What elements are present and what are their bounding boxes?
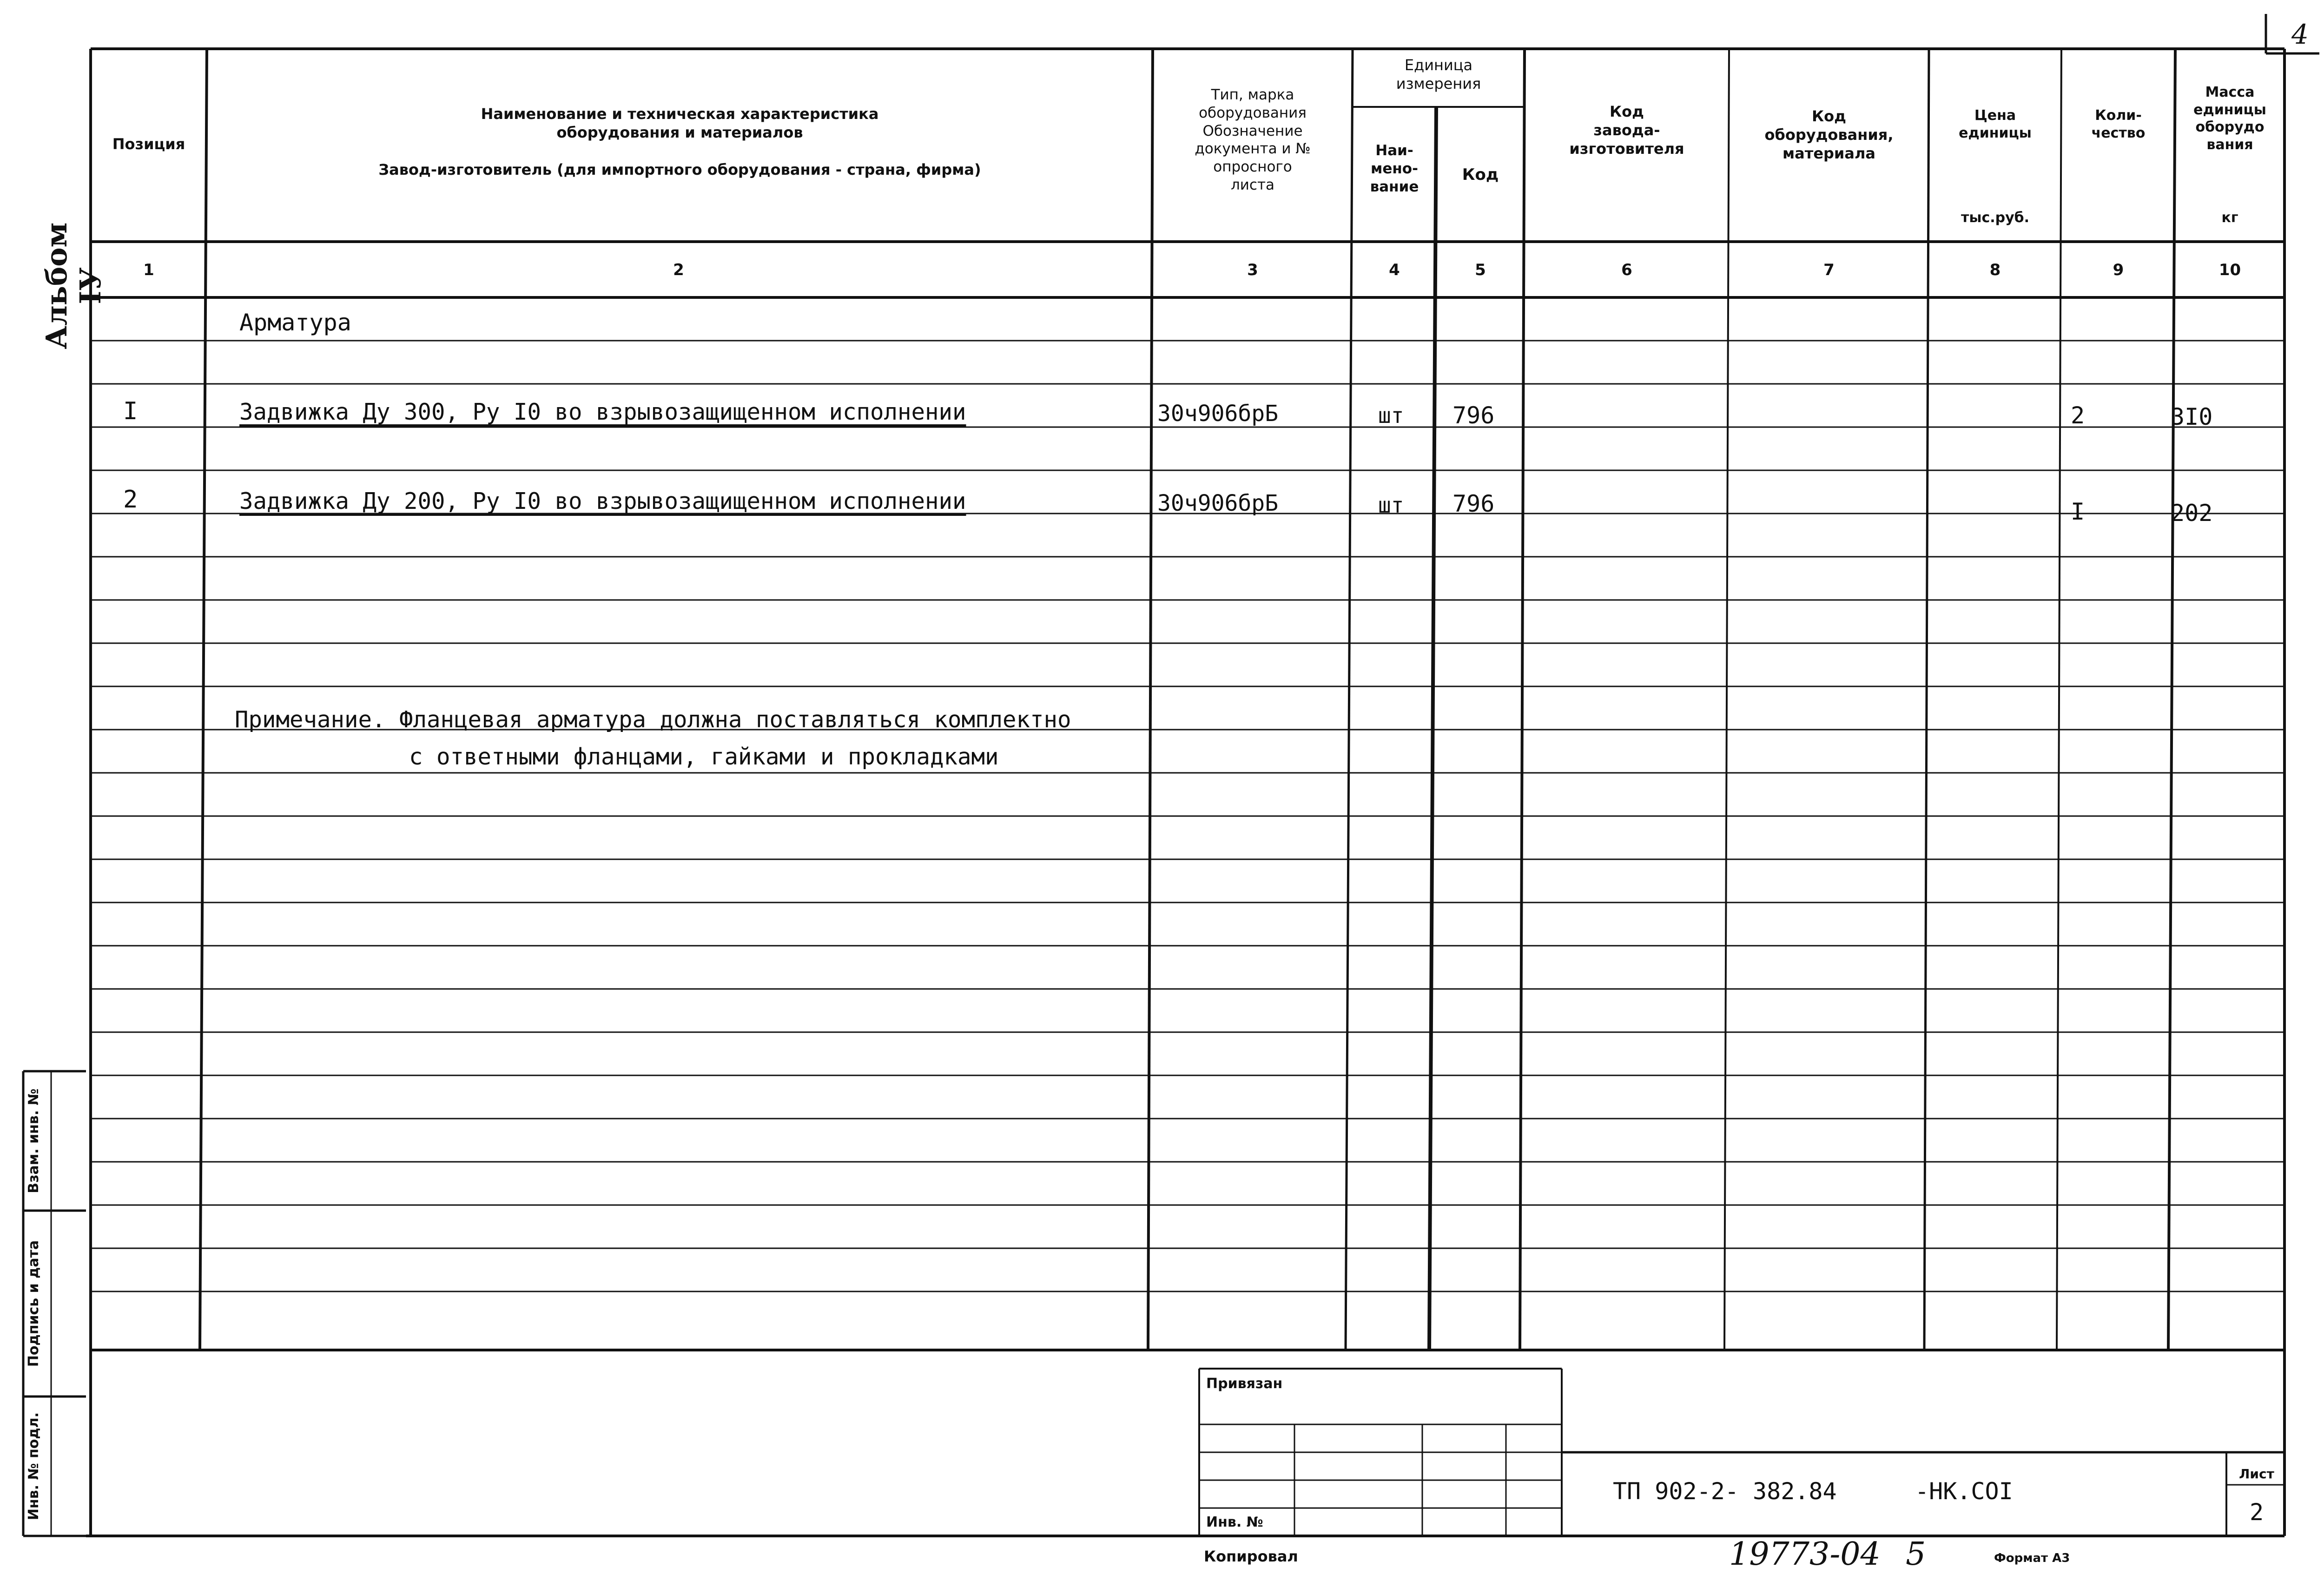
col-number-7: 7 bbox=[1823, 261, 1835, 279]
row-unit: шт bbox=[1378, 403, 1404, 428]
col-number-8: 8 bbox=[1989, 261, 2001, 279]
row-code: 796 bbox=[1452, 490, 1495, 517]
sheet-label: Лист bbox=[2239, 1466, 2274, 1482]
col-type-header: Тип, марка оборудования Обозначение документа и № опросного листа bbox=[1195, 86, 1311, 193]
col-equip-code-header: Код оборудования, материала bbox=[1764, 107, 1894, 162]
inv-podl-label: Инв. № подл. bbox=[26, 1412, 42, 1521]
col-name-header: Наименование и техническая характеристика оборудования и материалов Завод-изготовитель (для импортного оборудования - страна, фирма) bbox=[378, 105, 981, 178]
col-unit-code-header: Код bbox=[1462, 165, 1499, 184]
row-mass: 202 bbox=[2171, 500, 2213, 527]
col-mass-unit: кг bbox=[2221, 210, 2238, 226]
row-name: Задвижка Ду 200, Ру I0 во взрывозащищенном исполнении bbox=[239, 488, 966, 514]
row-name: Задвижка Ду 300, Ру I0 во взрывозащищенном исполнении bbox=[239, 399, 966, 425]
col-number-2: 2 bbox=[673, 261, 684, 279]
col-number-10: 10 bbox=[2218, 261, 2241, 279]
col-number-3: 3 bbox=[1247, 261, 1258, 279]
row-mass: 3I0 bbox=[2171, 403, 2213, 430]
col-price-unit: тыс.руб. bbox=[1961, 210, 2030, 226]
row-qty: 2 bbox=[2071, 402, 2085, 429]
row-unit: шт bbox=[1378, 493, 1404, 518]
vzam-inv-label: Взам. инв. № bbox=[26, 1088, 42, 1193]
col-unit-group-header: Единица измерения bbox=[1396, 56, 1481, 92]
note-line-1: Примечание. Фланцевая арматура должна поставляться комплектно bbox=[235, 706, 1071, 733]
col-number-6: 6 bbox=[1621, 261, 1632, 279]
col-number-9: 9 bbox=[2113, 261, 2124, 279]
inv-no-label: Инв. № bbox=[1206, 1514, 1263, 1530]
col-quantity-header: Коли- чество bbox=[2091, 107, 2146, 141]
row-type: 30ч906брБ bbox=[1157, 401, 1279, 427]
document-code: ТП 902-2- 382.84 bbox=[1613, 1478, 1837, 1505]
row-position: I bbox=[123, 397, 138, 425]
album-label: Альбом IУ bbox=[40, 222, 107, 349]
col-mass-header: Масса единицы оборудо вания bbox=[2193, 84, 2266, 153]
format-label: Формат А3 bbox=[1994, 1551, 2070, 1565]
copied-label: Копировал bbox=[1204, 1548, 1298, 1565]
col-unit-name-header: Наи- мено- вание bbox=[1370, 142, 1419, 195]
privyazan-label: Привязан bbox=[1206, 1376, 1283, 1392]
row-type: 30ч906брБ bbox=[1157, 490, 1279, 516]
col-position-header: Позиция bbox=[112, 135, 185, 153]
section-title: Арматура bbox=[239, 309, 351, 336]
col-number-5: 5 bbox=[1475, 261, 1486, 279]
archive-sheet: 5 bbox=[1906, 1536, 1926, 1573]
col-number-1: 1 bbox=[143, 261, 154, 279]
col-maker-code-header: Код завода- изготовителя bbox=[1569, 103, 1684, 158]
sheet-number: 2 bbox=[2249, 1499, 2264, 1526]
document-suffix: -НК.СОI bbox=[1915, 1478, 2013, 1505]
note-line-2: с ответными фланцами, гайками и прокладками bbox=[409, 744, 999, 770]
col-price-header: Цена единицы bbox=[1959, 107, 2032, 141]
col-number-4: 4 bbox=[1389, 261, 1400, 279]
row-qty: I bbox=[2071, 498, 2085, 525]
row-code: 796 bbox=[1452, 402, 1495, 429]
podpis-data-label: Подпись и дата bbox=[26, 1240, 42, 1367]
row-position: 2 bbox=[123, 486, 138, 514]
archive-number: 19773-04 bbox=[1729, 1536, 1881, 1573]
page-number: 4 bbox=[2291, 19, 2309, 50]
